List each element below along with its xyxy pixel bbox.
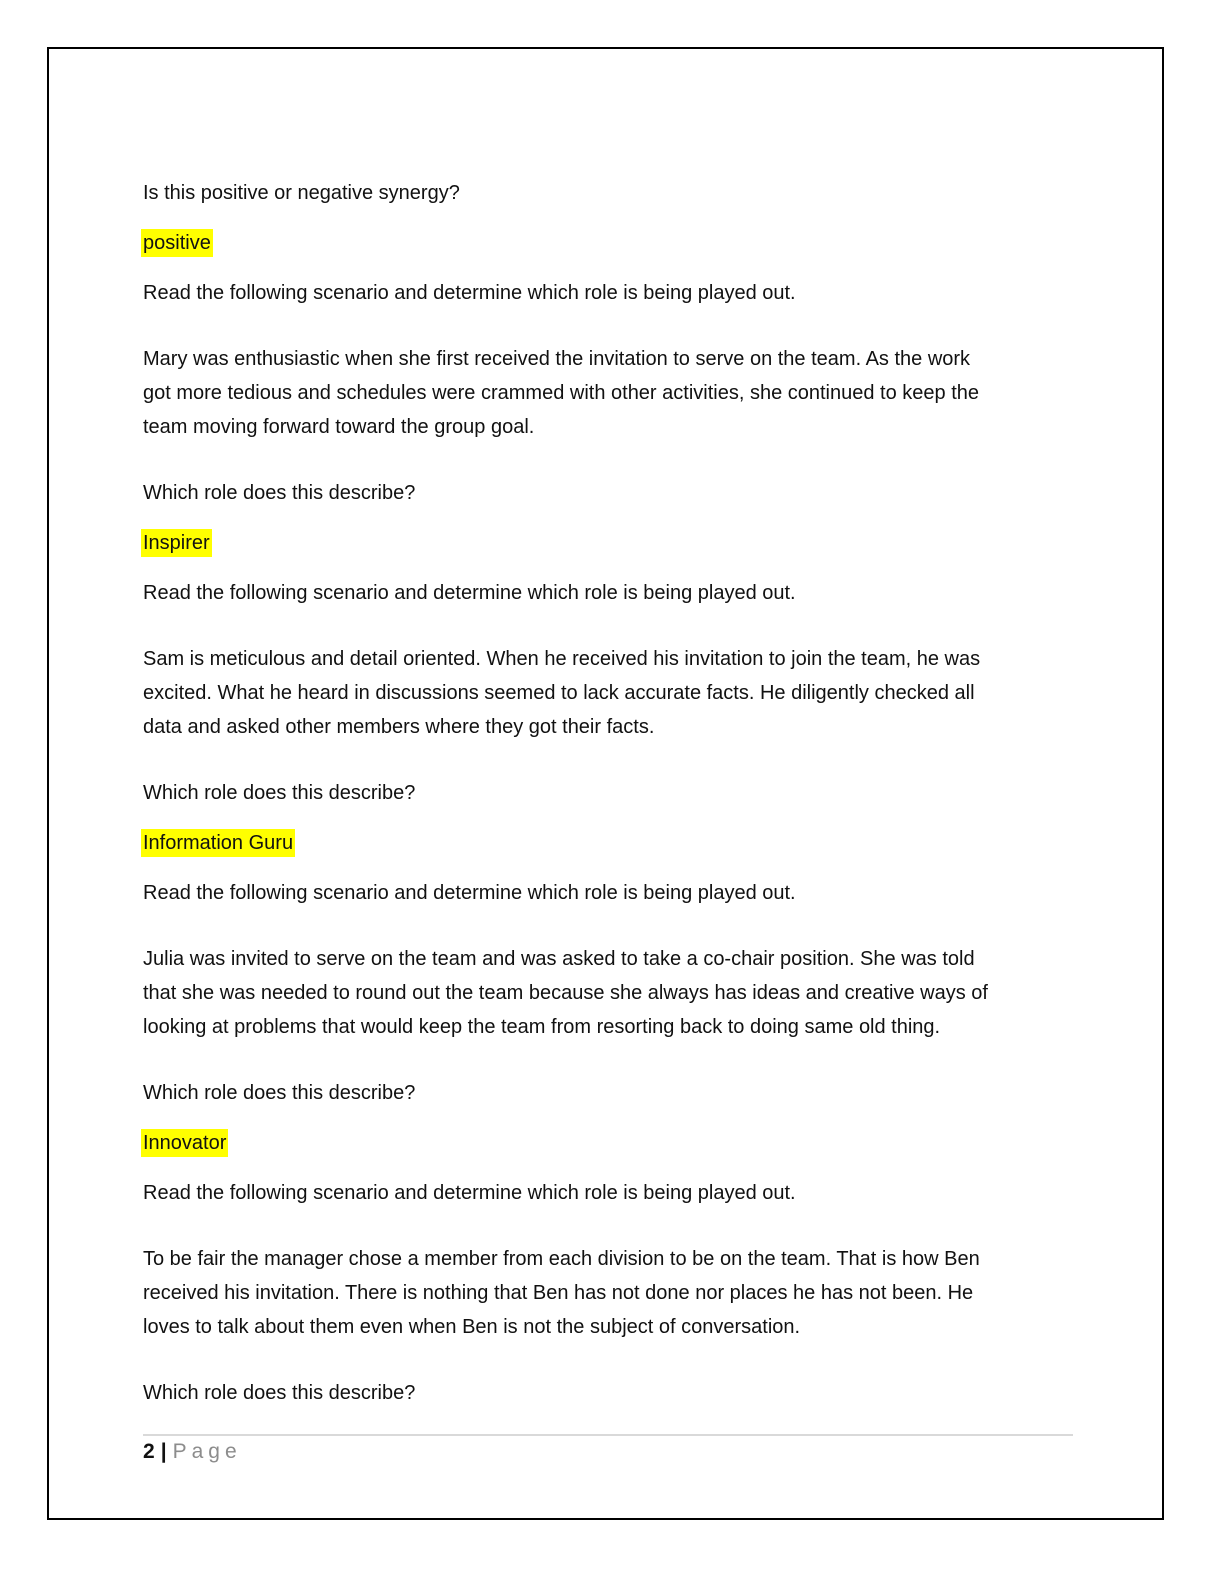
scenario-line: Mary was enthusiastic when she first received the invitation to serve on the team. As the work bbox=[143, 348, 971, 370]
question-text: Which role does this describe? bbox=[143, 782, 416, 804]
scenario-line: team moving forward toward the group goal. bbox=[143, 416, 535, 438]
scenario-line: excited. What he heard in discussions seemed to lack accurate facts. He diligently checked all bbox=[143, 682, 975, 704]
answer-line bbox=[143, 526, 1073, 560]
page-word: Page bbox=[172, 1440, 242, 1463]
footer-separator: | bbox=[160, 1440, 167, 1463]
instruction-text: Read the following scenario and determine which role is being played out. bbox=[143, 582, 796, 604]
highlighted-answer: Information Guru bbox=[141, 829, 295, 857]
question-text: Is this positive or negative synergy? bbox=[143, 182, 460, 204]
scenario-paragraph bbox=[143, 642, 1073, 744]
page-footer bbox=[143, 1434, 1073, 1463]
instruction-text: Read the following scenario and determine which role is being played out. bbox=[143, 882, 796, 904]
scenario-line: Julia was invited to serve on the team and was asked to take a co-chair position. She was told bbox=[143, 948, 975, 970]
scenario-line: data and asked other members where they got their facts. bbox=[143, 716, 655, 738]
scenario-paragraph bbox=[143, 942, 1073, 1044]
question-text: Which role does this describe? bbox=[143, 1082, 416, 1104]
scenario-line: that she was needed to round out the team because she always has ideas and creative ways of bbox=[143, 982, 988, 1004]
instruction-text: Read the following scenario and determine which role is being played out. bbox=[143, 282, 796, 304]
question-text: Which role does this describe? bbox=[143, 482, 416, 504]
footer-text bbox=[143, 1440, 242, 1464]
answer-line bbox=[143, 226, 1073, 260]
scenario-line: Sam is meticulous and detail oriented. When he received his invitation to join the team, he was bbox=[143, 648, 981, 670]
question-text: Which role does this describe? bbox=[143, 1382, 416, 1404]
scenario-line: loves to talk about them even when Ben is not the subject of conversation. bbox=[143, 1316, 801, 1338]
scenario-line: got more tedious and schedules were crammed with other activities, she continued to keep the bbox=[143, 382, 980, 404]
footer-rule bbox=[143, 1434, 1073, 1436]
scenario-paragraph bbox=[143, 342, 1073, 444]
instruction-text: Read the following scenario and determine which role is being played out. bbox=[143, 1182, 796, 1204]
page-number: 2 bbox=[143, 1440, 155, 1463]
document-body bbox=[143, 176, 1073, 1410]
scenario-line: received his invitation. There is nothing that Ben has not done nor places he has not been. He bbox=[143, 1282, 974, 1304]
answer-line bbox=[143, 1126, 1073, 1160]
highlighted-answer: Innovator bbox=[141, 1129, 228, 1157]
scenario-line: To be fair the manager chose a member from each division to be on the team. That is how Ben bbox=[143, 1248, 980, 1270]
scenario-line: looking at problems that would keep the team from resorting back to doing same old thing. bbox=[143, 1016, 941, 1038]
scenario-paragraph bbox=[143, 1242, 1073, 1344]
answer-line bbox=[143, 826, 1073, 860]
highlighted-answer: positive bbox=[141, 229, 213, 257]
highlighted-answer: Inspirer bbox=[141, 529, 212, 557]
